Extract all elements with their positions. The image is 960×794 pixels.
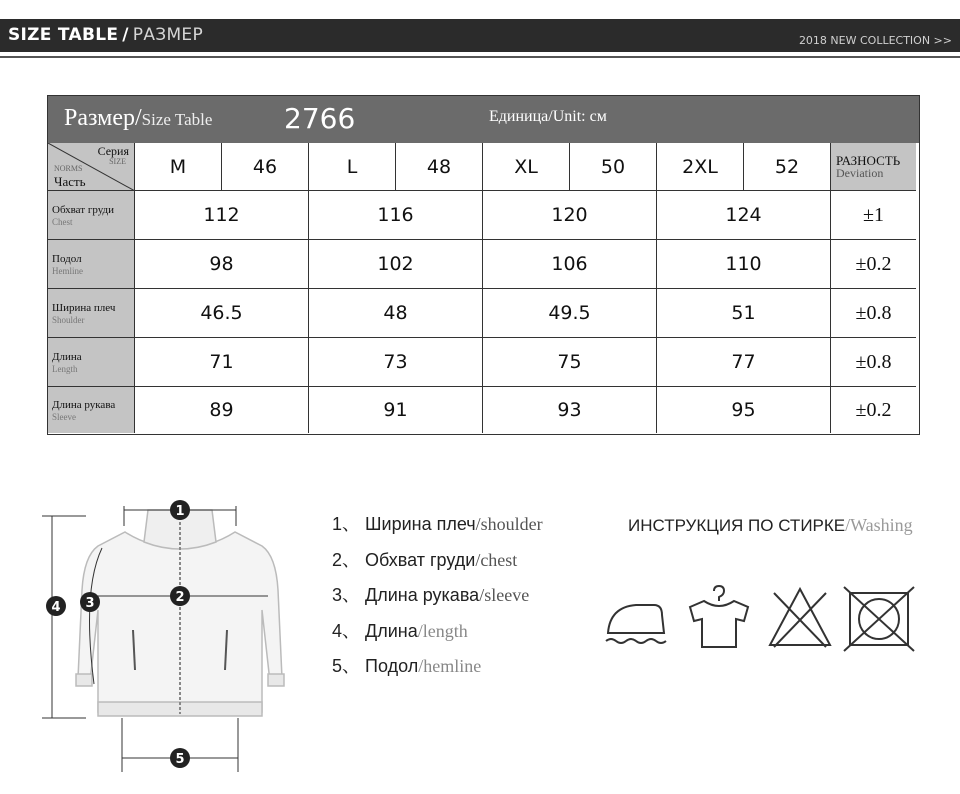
table-value: 75: [557, 351, 582, 373]
table-value-cell: [657, 191, 831, 240]
legend-item: [332, 546, 543, 582]
table-value: 46.5: [200, 302, 243, 324]
legend-en: /sleeve: [479, 585, 530, 605]
table-value: 77: [731, 351, 756, 373]
marker-3: 3: [85, 596, 95, 611]
washing-title-en: /Washing: [845, 515, 913, 535]
deviation-cell: [831, 191, 916, 240]
table-value-cell: [309, 191, 483, 240]
table-value-cell: [657, 240, 831, 289]
deviation-header: [831, 143, 916, 191]
table-value-cell: [135, 191, 309, 240]
legend-en: /chest: [475, 549, 518, 570]
row-label-cell: [48, 240, 135, 289]
size-label: M: [169, 155, 187, 178]
table-value: 71: [209, 351, 234, 373]
table-value-cell: [135, 387, 309, 433]
marker-5: 5: [175, 752, 185, 767]
title-ru: РАЗМЕР: [132, 25, 204, 45]
row-label-cell: [48, 387, 135, 433]
legend-ru: Длина рукава: [365, 585, 480, 605]
size-label-cell: [657, 143, 744, 191]
table-value-cell: [657, 289, 831, 338]
table-value-cell: [483, 387, 657, 433]
deviation-cell: [831, 240, 916, 289]
measurement-legend: [332, 510, 543, 688]
title-separator: /: [122, 25, 129, 45]
table-value: 48: [383, 302, 408, 324]
row-label-en: Sleeve: [52, 411, 76, 422]
table-value-cell: [483, 289, 657, 338]
row-label-en: Length: [52, 363, 78, 374]
row-label-cell: [48, 191, 135, 240]
marker-2: 2: [175, 590, 185, 605]
corner-norms: NORMS: [54, 164, 83, 173]
table-value-cell: [135, 289, 309, 338]
legend-ru: Ширина плеч: [365, 514, 476, 534]
deviation-value: ±1: [863, 203, 884, 226]
row-label-ru: Обхват груди: [52, 203, 114, 216]
legend-num: 4、: [332, 620, 361, 641]
legend-num: 2、: [332, 549, 361, 570]
deviation-en: Deviation: [836, 166, 884, 180]
table-value: 98: [209, 253, 234, 275]
legend-en: /hemline: [418, 656, 482, 676]
header-divider: [0, 56, 960, 58]
corner-size: SIZE: [109, 157, 126, 166]
table-value: 51: [731, 302, 756, 324]
table-value-cell: [483, 338, 657, 387]
deviation-ru: РАЗНОСТЬ: [836, 153, 901, 168]
row-label-ru: Ширина плеч: [52, 301, 116, 314]
row-label-ru: Длина: [52, 350, 82, 363]
corner-cell: [48, 143, 135, 191]
row-label-en: Hemline: [52, 265, 83, 276]
legend-ru: Длина: [365, 620, 418, 641]
legend-num: 1、: [332, 514, 361, 534]
marker-1: 1: [175, 504, 185, 519]
corner-part: Часть: [54, 174, 86, 189]
legend-item: [332, 510, 543, 546]
size-number: 46: [252, 155, 278, 178]
size-table: [47, 95, 920, 435]
legend-en: /length: [417, 620, 468, 641]
size-number: 48: [426, 155, 452, 178]
legend-item: [332, 617, 543, 653]
size-label-cell: [309, 143, 396, 191]
do-not-tumble-dry-icon: [844, 587, 914, 651]
size-num-cell: [222, 143, 309, 191]
row-label-ru: Длина рукава: [52, 398, 116, 411]
row-label-en: Chest: [52, 216, 73, 227]
table-value-cell: [657, 338, 831, 387]
table-value: 112: [203, 204, 240, 226]
size-number: 52: [774, 155, 800, 178]
size-num-cell: [744, 143, 831, 191]
deviation-value: ±0.8: [855, 301, 892, 324]
marker-4: 4: [51, 600, 61, 615]
deviation-value: ±0.2: [855, 398, 892, 421]
jacket-diagram: [30, 490, 290, 780]
legend-ru: Обхват груди: [365, 549, 476, 570]
table-value: 89: [209, 399, 234, 421]
legend-item: [332, 581, 543, 617]
table-value: 91: [383, 399, 408, 421]
table-value-cell: [309, 289, 483, 338]
table-value-cell: [483, 191, 657, 240]
legend-item: [332, 652, 543, 688]
size-label: 2XL: [682, 155, 718, 178]
model-number: 2766: [284, 102, 356, 135]
size-num-cell: [570, 143, 657, 191]
table-value-cell: [135, 338, 309, 387]
washing-icons: [600, 585, 925, 655]
deviation-cell: [831, 338, 916, 387]
table-value: 110: [725, 253, 762, 275]
page-title: [8, 25, 203, 45]
deviation-value: ±0.8: [855, 350, 892, 373]
unit-label: Единица/Unit: см: [489, 108, 607, 125]
collection-link[interactable]: 2018 NEW COLLECTION >>: [798, 34, 952, 47]
washing-title: [628, 515, 913, 536]
row-label-cell: [48, 338, 135, 387]
deviation-cell: [831, 289, 916, 338]
washing-title-ru: ИНСТРУКЦИЯ ПО СТИРКЕ: [628, 516, 846, 535]
row-label-ru: Подол: [52, 252, 82, 265]
size-num-cell: [396, 143, 483, 191]
corner-series: Серия: [97, 144, 129, 158]
table-value-cell: [483, 240, 657, 289]
legend-ru: Подол: [365, 656, 419, 676]
table-value-cell: [309, 338, 483, 387]
table-value: 95: [731, 399, 756, 421]
title-en: SIZE TABLE: [8, 25, 119, 45]
deviation-cell: [831, 387, 916, 433]
table-value: 102: [377, 253, 414, 275]
table-title: [64, 105, 212, 132]
table-value-cell: [309, 240, 483, 289]
size-label: XL: [514, 155, 538, 178]
iron-low-temp-icon: [606, 605, 666, 643]
table-value: 93: [557, 399, 582, 421]
table-header: [48, 96, 919, 143]
size-label: L: [346, 155, 358, 178]
hang-dry-icon: [690, 586, 748, 647]
legend-num: 3、: [332, 585, 361, 605]
row-label-cell: [48, 289, 135, 338]
header-bar: [0, 19, 960, 52]
legend-num: 5、: [332, 656, 361, 676]
table-value: 73: [383, 351, 408, 373]
table-value: 120: [551, 204, 588, 226]
table-value: 116: [377, 204, 414, 226]
table-value: 106: [551, 253, 588, 275]
table-value-cell: [135, 240, 309, 289]
table-value-cell: [657, 387, 831, 433]
do-not-bleach-icon: [770, 589, 830, 647]
table-title-en: Size Table: [141, 110, 213, 129]
table-value-cell: [309, 387, 483, 433]
table-title-ru: Размер/: [64, 105, 142, 131]
size-label-cell: [483, 143, 570, 191]
deviation-value: ±0.2: [855, 252, 892, 275]
size-number: 50: [600, 155, 626, 178]
row-label-en: Shoulder: [52, 314, 85, 325]
table-value: 124: [725, 204, 762, 226]
table-value: 49.5: [548, 302, 591, 324]
size-label-cell: [135, 143, 222, 191]
legend-en: /shoulder: [475, 514, 543, 534]
